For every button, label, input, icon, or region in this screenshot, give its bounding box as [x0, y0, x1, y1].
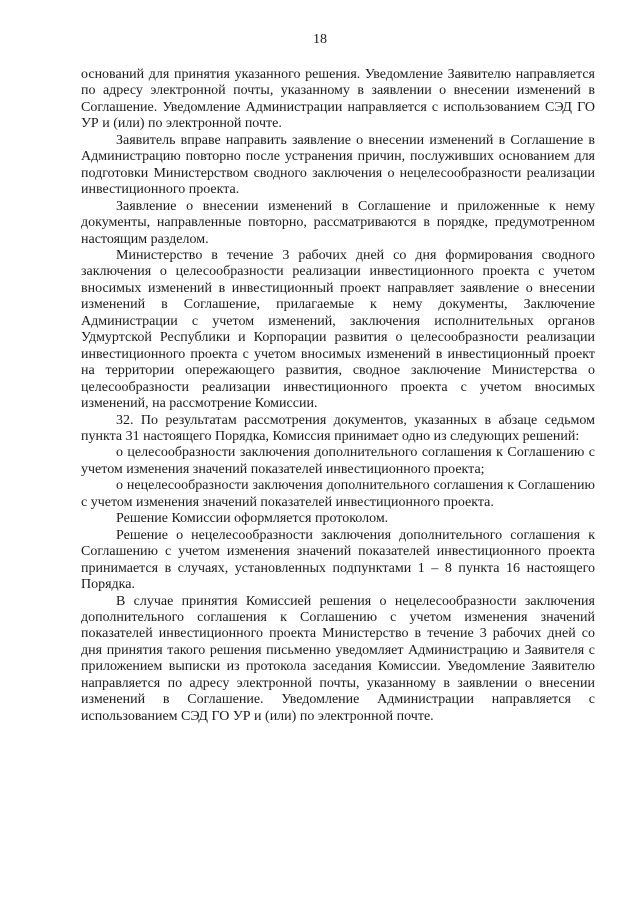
paragraph: Решение о нецелесообразности заключения дополнительного соглашения к Соглашению с учетом изменения значений показателей инвестиционного проекта принимается в случаях, установленных подпунктами 1 – 8 пункта 16 настоящего Порядка. — [81, 527, 595, 593]
paragraph-item-32: 32. По результатам рассмотрения документов, указанных в абзаце седьмом пункта 31 настоящего Порядка, Комиссия принимает одно из следующих решений: — [81, 412, 595, 444]
paragraph: Решение Комиссии оформляется протоколом. — [116, 511, 389, 527]
paragraph: Заявление о внесении изменений в Соглашение и приложенные к нему документы, направленные повторно, рассматриваются в порядке, предумотренном настоящим разделом. — [81, 198, 595, 247]
paragraph: Министерство в течение 3 рабочих дней со дня формирования сводного заключения о целесообразности реализации инвестиционного проекта с учетом вносимых изменений в инвестиционный проект направляет заявление о внесении изменений в Соглашение, прилагаемые к нему документы, Заключение Администрации с учетом изменений, заключения исполнительных органов Удмуртской Республики и Корпорации развития о целесообразности реализации инвестиционного проекта с учетом вносимых изменений в инвестиционный проект на территории опережающего развития, сводное заключение Министерства о целесообразности реализации инвестиционного проекта с учетом вносимых изменений, на рассмотрение Комиссии. — [81, 247, 595, 412]
decision-option: о целесообразности заключения дополнительного соглашения к Соглашению с учетом изменения значений показателей инвестиционного проекта; — [81, 445, 595, 477]
paragraph: оснований для принятия указанного решения. Уведомление Заявителю направляется по адресу электронной почты, указанному в заявлении о внесении изменений в Соглашение. Уведомление Администрации направляется с использованием СЭД ГО УР и (или) по электронной почте. — [81, 67, 595, 132]
paragraph: Заявитель вправе направить заявление о внесении изменений в Соглашение в Администрацию повторно после устранения причин, послуживших основанием для подготовки Министерством сводного заключения о нецелесообразности реализации инвестиционного проекта. — [81, 132, 595, 198]
page-number: 18 — [313, 32, 327, 47]
document-body — [81, 67, 595, 725]
decision-option: о нецелесообразности заключения дополнительного соглашения к Соглашению с учетом изменения значений показателей инвестиционного проекта. — [81, 478, 595, 510]
paragraph: В случае принятия Комиссией решения о нецелесообразности заключения дополнительного соглашения к Соглашению с учетом изменения значений показателей инвестиционного проекта Министерство в течение 3 рабочих дней со дня принятия такого решения письменно уведомляет Администрацию и Заявителя с приложением выписки из протокола заседания Комиссии. Уведомление Заявителю направляется по адресу электронной почты, указанному в заявлении о внесении изменений в Соглашение. Уведомление Администрации направляется с использованием СЭД ГО УР и (или) по электронной почте. — [81, 593, 595, 724]
